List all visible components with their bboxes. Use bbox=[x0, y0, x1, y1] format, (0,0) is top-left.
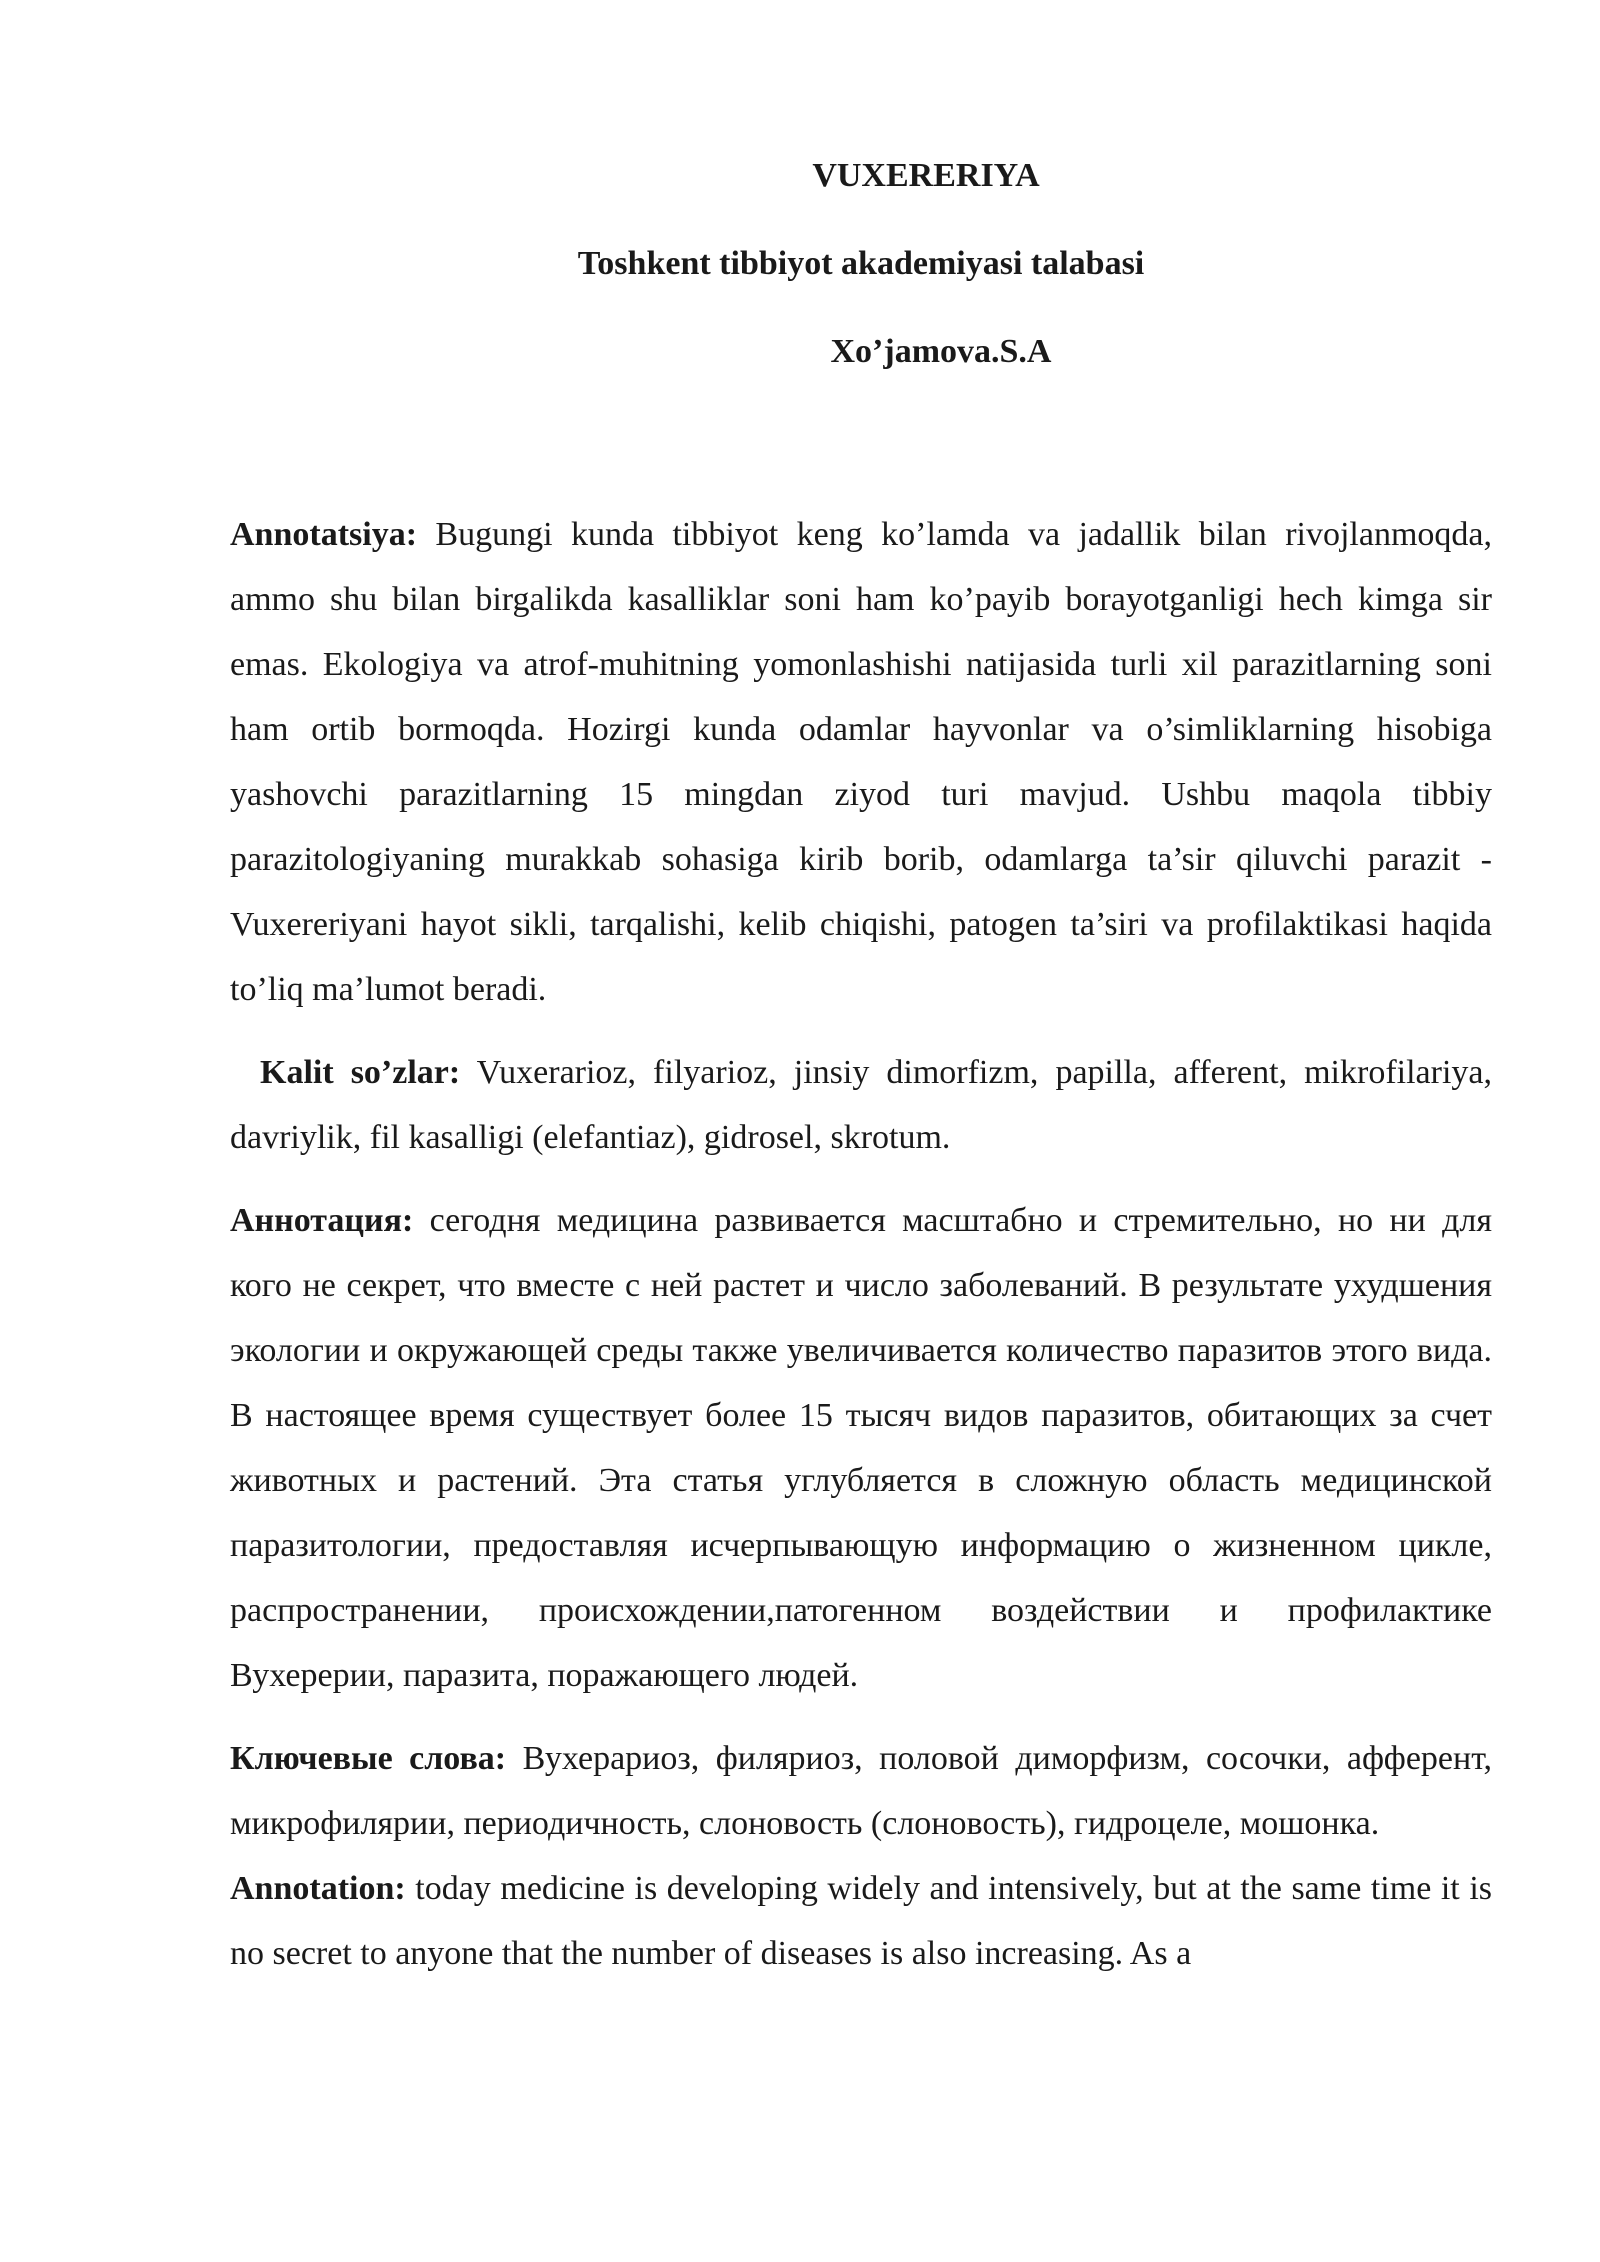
annotation-ru-label: Аннотация: bbox=[230, 1202, 414, 1239]
annotation-uz bbox=[230, 502, 1492, 1022]
keywords-ru-label: Ключевые слова: bbox=[230, 1740, 507, 1777]
keywords-uz-text: Vuxerarioz, filyarioz, jinsiy dimorfizm, papilla, afferent, mikrofilariya, davriylik, fil kasalligi (elefantiaz), gidrosel, skrotum. bbox=[230, 1054, 1492, 1156]
annotation-uz-label: Annotatsiya: bbox=[230, 516, 418, 553]
spacer bbox=[230, 1708, 1492, 1726]
author-name: Xo’jamova.S.A bbox=[830, 333, 1052, 370]
author-affiliation: Toshkent tibbiyot akademiyasi talabasi bbox=[577, 245, 1145, 282]
spacer bbox=[230, 1022, 1492, 1040]
annotation-en-text: today medicine is developing widely and intensively, but at the same time it is no secret to anyone that the number of diseases is also increasing. As a bbox=[230, 1870, 1492, 1972]
annotation-en-label: Annotation: bbox=[230, 1870, 406, 1907]
article-title: VUXERERIYA bbox=[812, 157, 1040, 194]
spacer bbox=[230, 1170, 1492, 1188]
annotation-uz-text: Bugungi kunda tibbiyot keng ko’lamda va jadallik bilan rivojlanmoqda, ammo shu bilan birgalikda kasalliklar soni ham ko’payib borayotganligi hech kimga sir emas. Ekologiya va atrof-muhitning yomonlashishi natijasida turli xil parazitlarning soni ham ortib bormoqda. Hozirgi kunda odamlar hayvonlar va o’simliklarning hisobiga yashovchi parazitlarning 15 mingdan ziyod turi mavjud. Ushbu maqola tibbiy parazitologiyaning murakkab sohasiga kirib borib, odamlarga ta’sir qiluvchi parazit - Vuxereriyani hayot sikli, tarqalishi, kelib chiqishi, patogen ta’siri va profilaktikasi haqida to’liq ma’lumot beradi. bbox=[230, 516, 1492, 1008]
document-page bbox=[230, 150, 1492, 1986]
annotation-ru-text: сегодня медицина развивается масштабно и стремительно, но ни для кого не секрет, что вместе с ней растет и число заболеваний. В результате ухудшения экологии и окружающей среды также увеличивается количество паразитов этого вида. В настоящее время существует более 15 тысяч видов паразитов, обитающих за счет животных и растений. Эта статья углубляется в сложную область медицинской паразитологии, предоставляя исчерпывающую информацию о жизненном цикле, распространении, происхождении,патогенном воздействии и профилактике Вухерерии, паразита, поражающего людей. bbox=[230, 1202, 1492, 1694]
keywords-uz bbox=[230, 1040, 1492, 1170]
keywords-ru bbox=[230, 1726, 1492, 1856]
keywords-ru-text: Вухерариоз, филяриоз, половой диморфизм, сосочки, афферент, микрофилярии, периодичность, слоновость (слоновость), гидроцеле, мошонка. bbox=[230, 1740, 1493, 1842]
annotation-ru bbox=[230, 1188, 1492, 1708]
keywords-uz-label: Kalit so’zlar: bbox=[260, 1054, 461, 1091]
annotation-en bbox=[230, 1856, 1492, 1986]
